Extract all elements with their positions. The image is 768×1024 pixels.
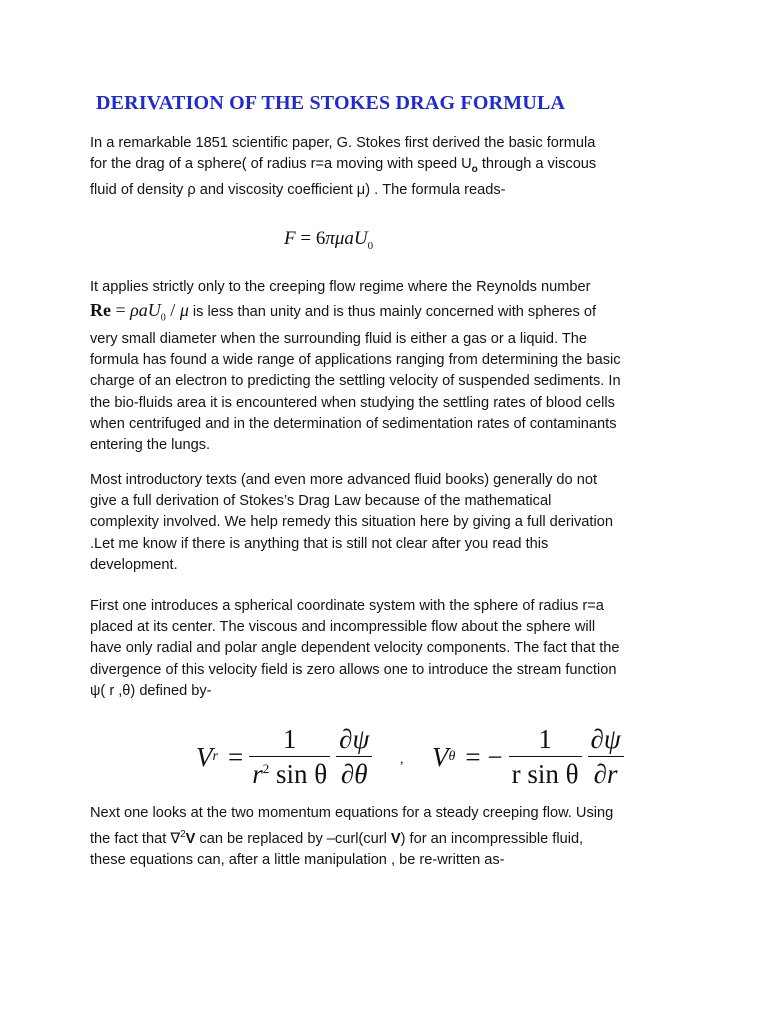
reynolds-formula <box>90 300 189 324</box>
equation-separator: , <box>400 752 404 767</box>
stokes-drag-equation <box>284 228 373 252</box>
text-run: is less than unity and is thus mainly concerned with spheres of <box>188 304 597 321</box>
text-line: charge of an electron to predicting the settling velocity of suspended sediments. In <box>90 373 621 390</box>
radial-velocity-equation <box>196 724 372 790</box>
text-line: .Let me know if there is anything that is still not clear after you read this <box>90 535 549 552</box>
eq-symbol: Re <box>90 300 111 321</box>
text-run: V <box>390 831 401 848</box>
text-run: V <box>185 831 196 848</box>
eq-symbol: V <box>196 741 213 772</box>
fraction-denominator <box>249 757 330 790</box>
text-run: through a viscous <box>477 156 597 173</box>
text-line: First one introduces a spherical coordinate system with the sphere of radius r=a <box>90 598 604 614</box>
eq-symbol: = − <box>465 741 503 772</box>
text-line: complexity involved. We help remedy this situation here by giving a full derivation <box>90 514 613 531</box>
text-line: ψ( r ,θ) defined by- <box>90 682 212 699</box>
text-line: Most introductory texts (and even more advanced fluid books) generally do not <box>90 472 598 488</box>
text-line: have only radial and polar angle dependent velocity components. The fact that the <box>90 640 620 657</box>
eq-symbol: / <box>165 300 180 321</box>
text-run: can be replaced by –curl(curl <box>195 831 391 848</box>
eq-symbol: F <box>284 228 296 249</box>
text-line: In a remarkable 1851 scientific paper, G. Stokes first derived the basic formula <box>90 135 596 151</box>
fraction <box>588 724 624 790</box>
text-line: these equations can, after a little manipulation , be re-written as- <box>90 852 505 869</box>
eq-symbol: μ <box>179 300 189 321</box>
text-line: placed at its center. The viscous and incompressible flow about the sphere will <box>90 619 596 636</box>
eq-symbol: = 6 <box>295 228 326 249</box>
text-line: It applies strictly only to the creeping flow regime where the Reynolds number <box>90 279 591 295</box>
paragraph-texts <box>90 470 690 576</box>
eq-symbol: ρaU <box>130 300 161 321</box>
fraction-numerator: ∂ψ <box>588 724 624 757</box>
text-line: formula has found a wide range of applications ranging from determining the basic <box>90 352 621 369</box>
eq-symbol: r <box>252 759 263 789</box>
text-line: entering the lungs. <box>90 437 211 454</box>
document-title: DERIVATION OF THE STOKES DRAG FORMULA <box>96 92 566 114</box>
eq-symbol: πμaU <box>325 228 368 249</box>
paragraph-reynolds <box>90 277 690 456</box>
text-line: when centrifuged and in the determination of sedimentation rates of contaminants <box>90 415 617 432</box>
eq-symbol: sin θ <box>269 759 328 789</box>
text-line: the bio-fluids area it is encountered when studying the settling rates of blood cells <box>90 394 615 411</box>
fraction-denominator: ∂θ <box>340 759 368 789</box>
eq-subscript: θ <box>448 749 456 764</box>
fraction <box>249 724 330 790</box>
text-line: fluid of density ρ and viscosity coefficient μ) . The formula reads- <box>90 182 506 199</box>
fraction-numerator: 1 <box>249 724 330 757</box>
eq-superscript: 2 <box>262 761 270 776</box>
text-run: ) for an incompressible fluid, <box>400 831 584 848</box>
text-run: for the drag of a sphere( of radius r=a moving with speed U <box>90 156 472 173</box>
paragraph-momentum <box>90 803 690 871</box>
fraction-numerator: 1 <box>509 724 582 757</box>
text-run: the fact that ∇ <box>90 831 181 848</box>
polar-velocity-equation <box>432 724 624 790</box>
eq-subscript: 0 <box>367 239 374 252</box>
fraction-numerator: ∂ψ <box>336 724 372 757</box>
fraction <box>509 724 582 790</box>
paragraph-intro <box>90 133 690 202</box>
text-line: development. <box>90 556 178 573</box>
superscript: 2 <box>180 829 186 841</box>
fraction-denominator: r sin θ <box>511 759 579 789</box>
text-line: divergence of this velocity field is zero allows one to introduce the stream function <box>90 661 617 678</box>
subscript: o <box>471 164 478 176</box>
fraction <box>336 724 372 790</box>
text-line <box>90 824 690 850</box>
text-line: Next one looks at the two momentum equations for a steady creeping flow. Using <box>90 805 614 821</box>
text-line: very small diameter when the surrounding fluid is either a gas or a liquid. The <box>90 331 587 347</box>
text-line: give a full derivation of Stokes’s Drag Law because of the mathematical <box>90 493 552 510</box>
fraction-denominator: ∂r <box>593 759 618 789</box>
eq-symbol: = <box>227 741 244 772</box>
eq-symbol: = <box>111 300 131 321</box>
eq-symbol: V <box>432 741 449 772</box>
eq-subscript: 0 <box>160 312 166 324</box>
text-line <box>90 154 690 180</box>
text-line <box>90 300 690 329</box>
paragraph-coordinates <box>90 596 690 702</box>
eq-subscript: r <box>212 749 218 764</box>
